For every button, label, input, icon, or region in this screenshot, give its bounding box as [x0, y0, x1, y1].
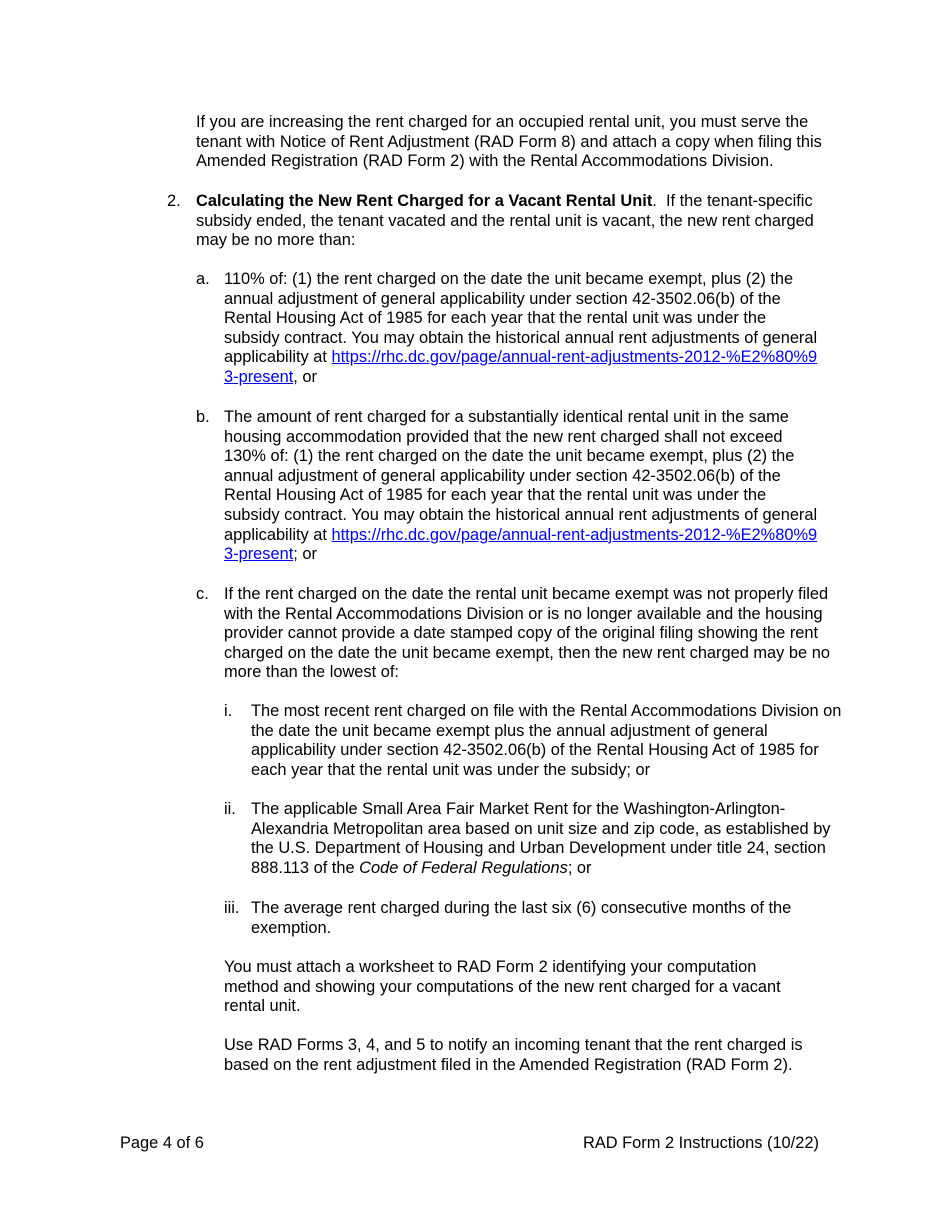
cfr-title: Code of Federal Regulations [359, 858, 568, 877]
item-ii-label: ii. [224, 800, 236, 818]
worksheet-paragraph: You must attach a worksheet to RAD Form 2 identifying your computation method and showing your computations of the new rent charged for a vacant rental unit. [224, 958, 781, 1016]
section-number: 2. [167, 192, 181, 210]
item-b-paragraph [224, 408, 824, 565]
section-heading: Calculating the New Rent Charged for a Vacant Rental Unit [196, 192, 653, 210]
item-a-paragraph [224, 270, 824, 388]
form-title-footer: RAD Form 2 Instructions (10/22) [583, 1134, 819, 1152]
item-c-label: c. [196, 585, 209, 603]
item-a-tail: , or [293, 367, 317, 386]
page-number: Page 4 of 6 [120, 1134, 204, 1152]
item-b-label: b. [196, 408, 210, 426]
rent-adjustments-link[interactable]: https://rhc.dc.gov/page/annual-rent-adjustments-2012-%E2%80%93-present [224, 525, 818, 564]
item-a-text: 110% of: (1) the rent charged on the date the unit became exempt, plus (2) the annual adjustment of general applicability under section 42-3502.06(b) of the Rental Housing Act of 1985 for each year that the rental unit was under the subsidy contract. You may obtain the historical annual rent adjustments of general applicability at [224, 270, 818, 367]
item-b-tail: ; or [293, 545, 317, 564]
item-c-paragraph: If the rent charged on the date the rental unit became exempt was not properly filed with the Rental Accommodations Division or is no longer available and the housing provider cannot provide a date stamped copy of the original filing showing the rent charged on the date the unit became exempt, then the new rent charged may be no more than the lowest of: [224, 585, 830, 682]
item-b-text: The amount of rent charged for a substantially identical rental unit in the same housing accommodation provided that the new rent charged shall not exceed 130% of: (1) the rent charged on the date the unit became exempt, plus (2) the annual adjustment of general applicability under section 42-3502.06(b) of the Rental Housing Act of 1985 for each year that the rental unit was under the subsidy contract. You may obtain the historical annual rent adjustments of general applicability at [224, 408, 818, 544]
item-a-label: a. [196, 270, 210, 288]
item-ii-text: The applicable Small Area Fair Market Rent for the Washington-Arlington-Alexandria Metropolitan area based on unit size and zip code, as established by the U.S. Department of Housing and Urban Development under title 24, section 888.113 of the [251, 800, 831, 877]
rent-adjustments-link[interactable]: https://rhc.dc.gov/page/annual-rent-adjustments-2012-%E2%80%93-present [224, 348, 818, 386]
item-iii-paragraph: The average rent charged during the last six (6) consecutive months of the exemption. [251, 899, 792, 937]
intro-paragraph: If you are increasing the rent charged for an occupied rental unit, you must serve the tenant with Notice of Rent Adjustment (RAD Form 8) and attach a copy when filing this Amended Registration (RAD Form 2) with the Rental Accommodations Division. [196, 113, 822, 171]
item-ii-tail: ; or [567, 858, 592, 877]
forms-note-paragraph: Use RAD Forms 3, 4, and 5 to notify an incoming tenant that the rent charged is based on the rent adjustment filed in the Amended Registration (RAD Form 2). [224, 1036, 803, 1074]
item-iii-label: iii. [224, 899, 240, 917]
item-i-paragraph: The most recent rent charged on file with the Rental Accommodations Division on the date the unit became exempt plus the annual adjustment of general applicability under section 42-3502.06(b) of the Rental Housing Act of 1985 for each year that the rental unit was under the subsidy; or [251, 702, 842, 779]
section-2-paragraph [196, 192, 841, 251]
section-heading-period: . [652, 192, 657, 210]
item-ii-paragraph [251, 800, 843, 878]
section-2-text: If the tenant-specific subsidy ended, the tenant vacated and the rental unit is vacant, the new rent charged may be no more than: [196, 192, 814, 250]
item-i-label: i. [224, 702, 233, 720]
